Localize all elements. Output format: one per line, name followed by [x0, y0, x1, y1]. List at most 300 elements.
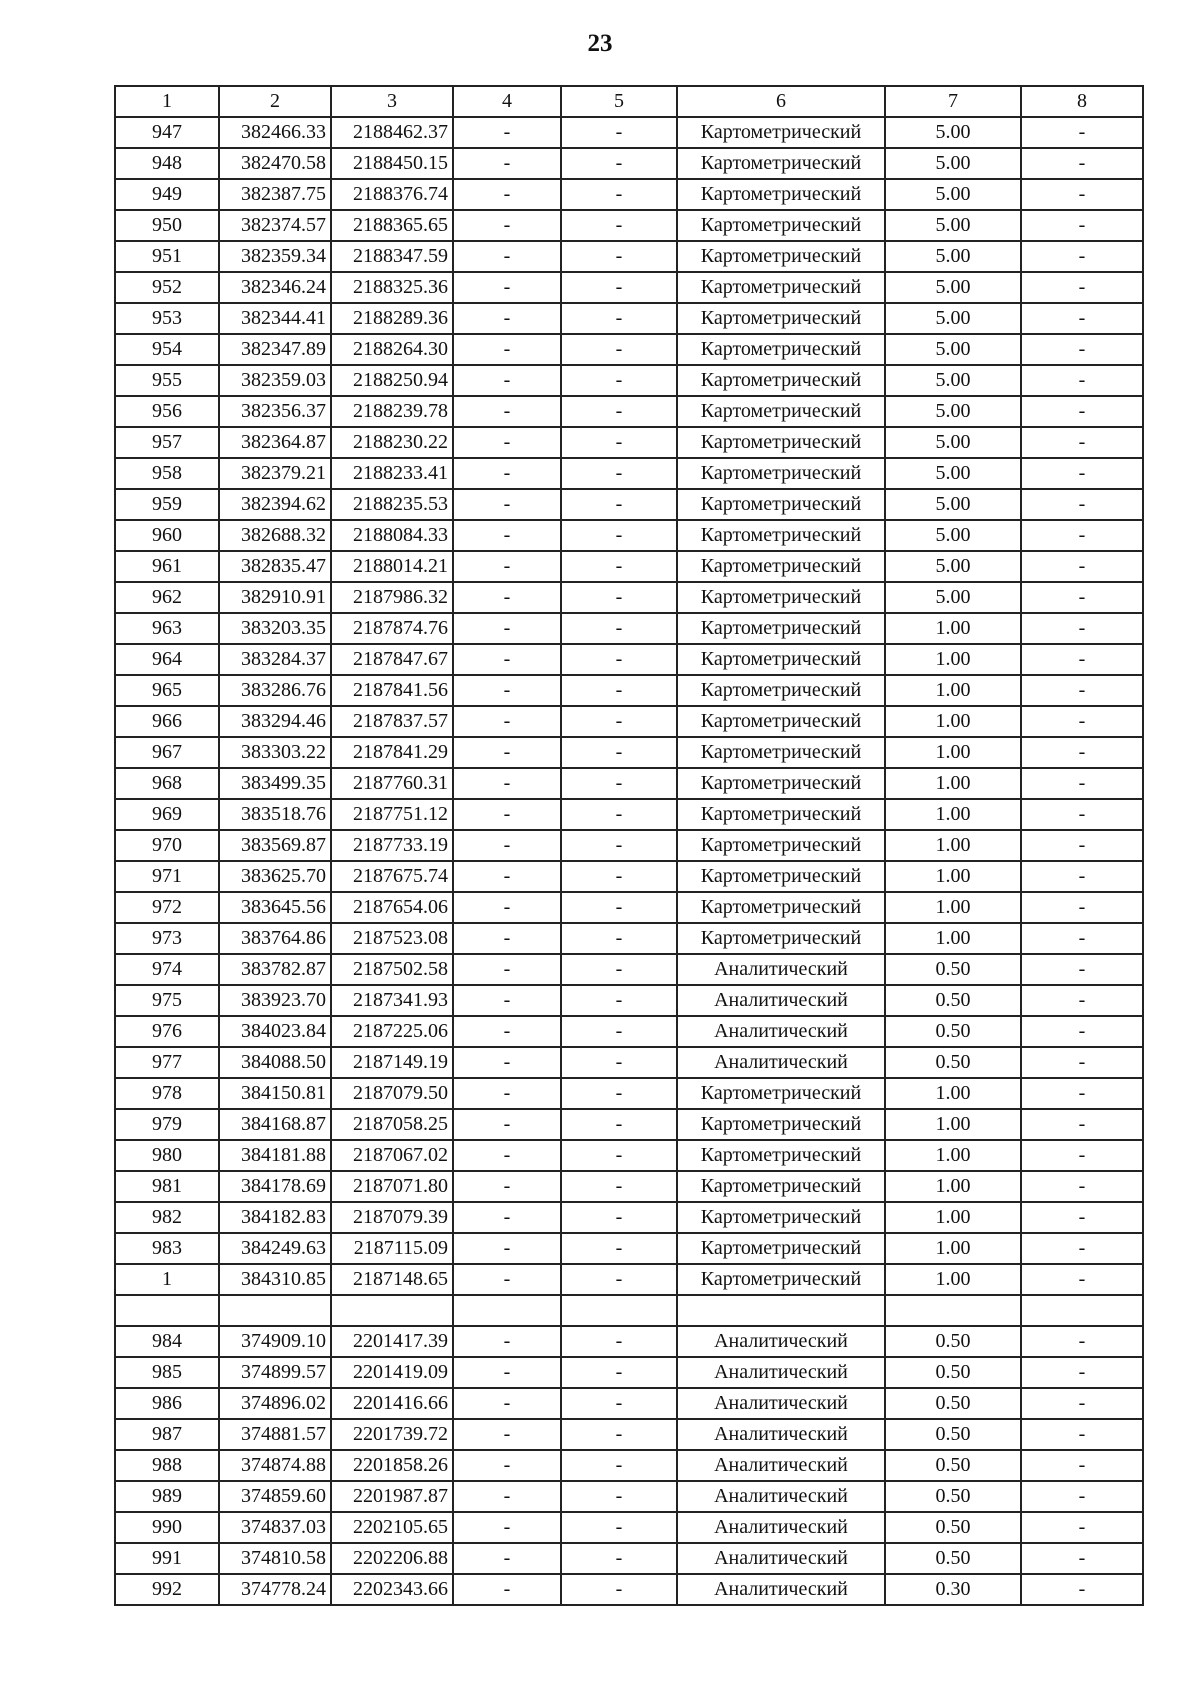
table-row	[115, 706, 1143, 737]
cell-col-5: -	[561, 768, 677, 799]
cell-accuracy: 5.00	[885, 458, 1021, 489]
cell-point-number: 951	[115, 241, 219, 272]
cell-col-5: -	[561, 1450, 677, 1481]
cell-col-4: -	[453, 954, 561, 985]
cell-col-4: -	[453, 148, 561, 179]
column-header-2: 2	[219, 86, 331, 117]
cell-col-4: -	[453, 210, 561, 241]
table-row	[115, 1171, 1143, 1202]
cell-method: Картометрический	[677, 1140, 885, 1171]
cell-col-5: -	[561, 1047, 677, 1078]
cell-method: Картометрический	[677, 396, 885, 427]
cell-x-coordinate: 374881.57	[219, 1419, 331, 1450]
cell-accuracy: 1.00	[885, 613, 1021, 644]
cell-method: Картометрический	[677, 272, 885, 303]
cell-col-4: -	[453, 1543, 561, 1574]
cell-method: Аналитический	[677, 1574, 885, 1605]
cell-col-5: -	[561, 1419, 677, 1450]
cell-col-8: -	[1021, 1171, 1143, 1202]
table-row	[115, 1109, 1143, 1140]
table-row	[115, 458, 1143, 489]
table-row	[115, 582, 1143, 613]
cell-col-5: -	[561, 861, 677, 892]
cell-col-5: -	[561, 1016, 677, 1047]
cell-col-8: -	[1021, 489, 1143, 520]
cell-y-coordinate: 2187079.39	[331, 1202, 453, 1233]
cell-y-coordinate: 2187502.58	[331, 954, 453, 985]
cell-method: Картометрический	[677, 830, 885, 861]
cell-method: Картометрический	[677, 1078, 885, 1109]
cell-col-4: -	[453, 427, 561, 458]
cell-col-4: -	[453, 1264, 561, 1295]
cell-method: Картометрический	[677, 427, 885, 458]
cell-col-8: -	[1021, 954, 1143, 985]
table-row	[115, 799, 1143, 830]
cell-col-5: -	[561, 396, 677, 427]
cell-x-coordinate: 382364.87	[219, 427, 331, 458]
cell-point-number: 983	[115, 1233, 219, 1264]
table-row	[115, 768, 1143, 799]
table-row	[115, 148, 1143, 179]
cell-point-number: 966	[115, 706, 219, 737]
cell-col-5: -	[561, 210, 677, 241]
cell-y-coordinate: 2187071.80	[331, 1171, 453, 1202]
table-row	[115, 644, 1143, 675]
cell-accuracy: 5.00	[885, 396, 1021, 427]
cell-col-8: -	[1021, 1450, 1143, 1481]
cell-col-4	[453, 1295, 561, 1326]
cell-x-coordinate: 382470.58	[219, 148, 331, 179]
cell-method: Картометрический	[677, 179, 885, 210]
cell-col-8: -	[1021, 272, 1143, 303]
cell-y-coordinate: 2188014.21	[331, 551, 453, 582]
cell-col-4: -	[453, 1202, 561, 1233]
cell-method: Аналитический	[677, 954, 885, 985]
cell-x-coordinate: 383782.87	[219, 954, 331, 985]
cell-method: Картометрический	[677, 861, 885, 892]
column-header-5: 5	[561, 86, 677, 117]
cell-x-coordinate: 374874.88	[219, 1450, 331, 1481]
cell-point-number: 986	[115, 1388, 219, 1419]
cell-y-coordinate: 2187837.57	[331, 706, 453, 737]
cell-col-8: -	[1021, 458, 1143, 489]
cell-point-number: 979	[115, 1109, 219, 1140]
cell-col-8: -	[1021, 1078, 1143, 1109]
cell-y-coordinate: 2202105.65	[331, 1512, 453, 1543]
cell-point-number: 977	[115, 1047, 219, 1078]
cell-col-5: -	[561, 582, 677, 613]
table-row	[115, 489, 1143, 520]
cell-x-coordinate: 384181.88	[219, 1140, 331, 1171]
cell-point-number: 956	[115, 396, 219, 427]
cell-accuracy: 0.50	[885, 1047, 1021, 1078]
cell-col-8: -	[1021, 117, 1143, 148]
cell-col-8: -	[1021, 644, 1143, 675]
cell-accuracy: 1.00	[885, 675, 1021, 706]
cell-y-coordinate: 2187654.06	[331, 892, 453, 923]
cell-method: Аналитический	[677, 1481, 885, 1512]
cell-y-coordinate: 2188230.22	[331, 427, 453, 458]
cell-y-coordinate: 2187058.25	[331, 1109, 453, 1140]
cell-point-number: 950	[115, 210, 219, 241]
cell-accuracy: 1.00	[885, 799, 1021, 830]
cell-col-8: -	[1021, 1233, 1143, 1264]
cell-col-5: -	[561, 1512, 677, 1543]
cell-method: Картометрический	[677, 644, 885, 675]
cell-col-8: -	[1021, 551, 1143, 582]
cell-col-5: -	[561, 706, 677, 737]
table-row	[115, 861, 1143, 892]
cell-col-8: -	[1021, 1512, 1143, 1543]
cell-col-4: -	[453, 272, 561, 303]
cell-accuracy: 0.30	[885, 1574, 1021, 1605]
table-row	[115, 1264, 1143, 1295]
cell-accuracy: 1.00	[885, 1078, 1021, 1109]
header-row	[115, 86, 1143, 117]
cell-accuracy: 1.00	[885, 892, 1021, 923]
cell-point-number: 954	[115, 334, 219, 365]
cell-method: Картометрический	[677, 1233, 885, 1264]
table-row	[115, 830, 1143, 861]
cell-accuracy: 1.00	[885, 768, 1021, 799]
table-row	[115, 365, 1143, 396]
cell-point-number: 975	[115, 985, 219, 1016]
cell-method: Картометрический	[677, 768, 885, 799]
cell-x-coordinate: 382356.37	[219, 396, 331, 427]
cell-accuracy: 1.00	[885, 1140, 1021, 1171]
cell-col-8: -	[1021, 241, 1143, 272]
cell-method: Аналитический	[677, 1450, 885, 1481]
table-row	[115, 1326, 1143, 1357]
cell-point-number: 948	[115, 148, 219, 179]
cell-accuracy: 5.00	[885, 427, 1021, 458]
cell-y-coordinate: 2188084.33	[331, 520, 453, 551]
column-header-1: 1	[115, 86, 219, 117]
cell-x-coordinate: 374899.57	[219, 1357, 331, 1388]
cell-col-5: -	[561, 644, 677, 675]
table-row	[115, 954, 1143, 985]
cell-y-coordinate: 2187733.19	[331, 830, 453, 861]
cell-col-8: -	[1021, 210, 1143, 241]
cell-col-5: -	[561, 334, 677, 365]
cell-accuracy: 5.00	[885, 241, 1021, 272]
cell-col-8: -	[1021, 1109, 1143, 1140]
cell-point-number: 988	[115, 1450, 219, 1481]
cell-col-5: -	[561, 427, 677, 458]
cell-x-coordinate: 383294.46	[219, 706, 331, 737]
cell-col-4: -	[453, 303, 561, 334]
cell-accuracy: 5.00	[885, 365, 1021, 396]
cell-method: Картометрический	[677, 489, 885, 520]
cell-col-5: -	[561, 830, 677, 861]
cell-x-coordinate: 382688.32	[219, 520, 331, 551]
cell-accuracy: 1.00	[885, 706, 1021, 737]
cell-x-coordinate: 384310.85	[219, 1264, 331, 1295]
cell-accuracy: 5.00	[885, 272, 1021, 303]
cell-y-coordinate: 2201416.66	[331, 1388, 453, 1419]
cell-col-8: -	[1021, 675, 1143, 706]
cell-y-coordinate: 2187841.56	[331, 675, 453, 706]
cell-col-4: -	[453, 706, 561, 737]
cell-y-coordinate: 2187675.74	[331, 861, 453, 892]
cell-method: Аналитический	[677, 985, 885, 1016]
cell-col-4: -	[453, 334, 561, 365]
column-header-4: 4	[453, 86, 561, 117]
cell-col-4: -	[453, 241, 561, 272]
cell-y-coordinate: 2187148.65	[331, 1264, 453, 1295]
cell-y-coordinate: 2188376.74	[331, 179, 453, 210]
cell-x-coordinate: 383764.86	[219, 923, 331, 954]
cell-point-number: 974	[115, 954, 219, 985]
cell-x-coordinate: 382344.41	[219, 303, 331, 334]
cell-accuracy: 0.50	[885, 1016, 1021, 1047]
cell-accuracy: 1.00	[885, 830, 1021, 861]
cell-col-8: -	[1021, 830, 1143, 861]
cell-col-5: -	[561, 1357, 677, 1388]
cell-col-4: -	[453, 1388, 561, 1419]
cell-col-8: -	[1021, 1140, 1143, 1171]
cell-point-number: 958	[115, 458, 219, 489]
table-row	[115, 1481, 1143, 1512]
cell-col-4: -	[453, 830, 561, 861]
cell-point-number: 955	[115, 365, 219, 396]
cell-x-coordinate: 384150.81	[219, 1078, 331, 1109]
cell-y-coordinate: 2201419.09	[331, 1357, 453, 1388]
cell-col-5: -	[561, 675, 677, 706]
table-row	[115, 613, 1143, 644]
cell-point-number: 947	[115, 117, 219, 148]
cell-method: Картометрический	[677, 1264, 885, 1295]
cell-col-4: -	[453, 1419, 561, 1450]
cell-col-5: -	[561, 1202, 677, 1233]
cell-method: Аналитический	[677, 1047, 885, 1078]
cell-y-coordinate: 2187841.29	[331, 737, 453, 768]
cell-col-5: -	[561, 923, 677, 954]
cell-col-5: -	[561, 303, 677, 334]
table-row	[115, 427, 1143, 458]
table-row	[115, 334, 1143, 365]
cell-col-4: -	[453, 1574, 561, 1605]
cell-method: Картометрический	[677, 365, 885, 396]
cell-y-coordinate: 2188239.78	[331, 396, 453, 427]
cell-x-coordinate: 382387.75	[219, 179, 331, 210]
table-row	[115, 1574, 1143, 1605]
cell-col-5: -	[561, 551, 677, 582]
cell-method: Картометрический	[677, 334, 885, 365]
cell-point-number: 949	[115, 179, 219, 210]
cell-col-8: -	[1021, 1481, 1143, 1512]
table-row	[115, 1047, 1143, 1078]
cell-x-coordinate: 382347.89	[219, 334, 331, 365]
cell-point-number: 961	[115, 551, 219, 582]
cell-y-coordinate: 2201987.87	[331, 1481, 453, 1512]
cell-col-5: -	[561, 458, 677, 489]
cell-accuracy: 5.00	[885, 551, 1021, 582]
cell-accuracy: 0.50	[885, 1419, 1021, 1450]
table-row	[115, 1357, 1143, 1388]
cell-method: Аналитический	[677, 1326, 885, 1357]
cell-accuracy: 5.00	[885, 489, 1021, 520]
cell-method: Картометрический	[677, 706, 885, 737]
cell-x-coordinate: 374810.58	[219, 1543, 331, 1574]
table-row	[115, 1388, 1143, 1419]
cell-point-number: 992	[115, 1574, 219, 1605]
cell-col-4: -	[453, 768, 561, 799]
cell-point-number: 976	[115, 1016, 219, 1047]
table-row	[115, 1512, 1143, 1543]
cell-col-4: -	[453, 489, 561, 520]
table-row	[115, 1078, 1143, 1109]
cell-accuracy: 5.00	[885, 117, 1021, 148]
table-row	[115, 923, 1143, 954]
table-row	[115, 1140, 1143, 1171]
table-body	[115, 117, 1143, 1605]
cell-point-number: 967	[115, 737, 219, 768]
cell-method: Аналитический	[677, 1543, 885, 1574]
cell-col-4: -	[453, 799, 561, 830]
cell-col-8: -	[1021, 179, 1143, 210]
cell-method: Картометрический	[677, 241, 885, 272]
cell-y-coordinate: 2188462.37	[331, 117, 453, 148]
table-row	[115, 396, 1143, 427]
cell-col-4: -	[453, 1326, 561, 1357]
cell-accuracy: 0.50	[885, 954, 1021, 985]
cell-x-coordinate: 383303.22	[219, 737, 331, 768]
cell-col-5: -	[561, 365, 677, 396]
cell-col-5: -	[561, 1140, 677, 1171]
cell-col-4: -	[453, 1233, 561, 1264]
cell-col-4: -	[453, 737, 561, 768]
cell-col-8: -	[1021, 861, 1143, 892]
cell-col-4: -	[453, 582, 561, 613]
table-row	[115, 675, 1143, 706]
cell-y-coordinate: 2188250.94	[331, 365, 453, 396]
table-row	[115, 985, 1143, 1016]
table-row	[115, 241, 1143, 272]
cell-y-coordinate: 2188365.65	[331, 210, 453, 241]
cell-col-4: -	[453, 179, 561, 210]
cell-accuracy: 1.00	[885, 861, 1021, 892]
cell-method: Аналитический	[677, 1357, 885, 1388]
cell-x-coordinate: 382379.21	[219, 458, 331, 489]
cell-y-coordinate: 2187760.31	[331, 768, 453, 799]
page-number: 23	[587, 30, 613, 57]
cell-accuracy: 1.00	[885, 1264, 1021, 1295]
table-row	[115, 551, 1143, 582]
column-header-8: 8	[1021, 86, 1143, 117]
cell-method: Картометрический	[677, 799, 885, 830]
cell-method: Картометрический	[677, 582, 885, 613]
cell-col-8: -	[1021, 1357, 1143, 1388]
cell-col-8: -	[1021, 737, 1143, 768]
cell-col-5: -	[561, 520, 677, 551]
cell-col-4: -	[453, 1047, 561, 1078]
cell-y-coordinate: 2188450.15	[331, 148, 453, 179]
cell-x-coordinate: 382835.47	[219, 551, 331, 582]
cell-x-coordinate: 382910.91	[219, 582, 331, 613]
cell-col-5: -	[561, 241, 677, 272]
cell-col-5: -	[561, 1481, 677, 1512]
cell-y-coordinate: 2187751.12	[331, 799, 453, 830]
cell-point-number: 964	[115, 644, 219, 675]
cell-col-8: -	[1021, 1388, 1143, 1419]
cell-col-5: -	[561, 1233, 677, 1264]
cell-y-coordinate: 2187847.67	[331, 644, 453, 675]
cell-point-number: 970	[115, 830, 219, 861]
cell-y-coordinate: 2201739.72	[331, 1419, 453, 1450]
cell-col-4: -	[453, 644, 561, 675]
cell-point-number: 957	[115, 427, 219, 458]
cell-col-8: -	[1021, 520, 1143, 551]
cell-col-5: -	[561, 489, 677, 520]
cell-point-number: 971	[115, 861, 219, 892]
cell-col-8: -	[1021, 985, 1143, 1016]
cell-y-coordinate: 2187341.93	[331, 985, 453, 1016]
cell-x-coordinate: 383518.76	[219, 799, 331, 830]
cell-col-5: -	[561, 613, 677, 644]
cell-x-coordinate: 382394.62	[219, 489, 331, 520]
cell-x-coordinate: 383284.37	[219, 644, 331, 675]
cell-col-4: -	[453, 861, 561, 892]
cell-x-coordinate	[219, 1295, 331, 1326]
cell-method: Картометрический	[677, 210, 885, 241]
table-row	[115, 303, 1143, 334]
cell-point-number: 960	[115, 520, 219, 551]
cell-method: Картометрический	[677, 1109, 885, 1140]
cell-point-number: 985	[115, 1357, 219, 1388]
cell-method: Картометрический	[677, 613, 885, 644]
table-row	[115, 892, 1143, 923]
table-row	[115, 1419, 1143, 1450]
cell-col-8: -	[1021, 923, 1143, 954]
cell-col-8: -	[1021, 706, 1143, 737]
cell-col-4: -	[453, 1016, 561, 1047]
cell-col-5: -	[561, 1388, 677, 1419]
table-row	[115, 117, 1143, 148]
cell-accuracy: 0.50	[885, 985, 1021, 1016]
cell-x-coordinate: 382359.03	[219, 365, 331, 396]
cell-point-number	[115, 1295, 219, 1326]
cell-accuracy: 0.50	[885, 1512, 1021, 1543]
cell-col-4: -	[453, 365, 561, 396]
cell-col-8: -	[1021, 613, 1143, 644]
cell-accuracy: 0.50	[885, 1357, 1021, 1388]
cell-point-number: 953	[115, 303, 219, 334]
cell-x-coordinate: 383286.76	[219, 675, 331, 706]
cell-x-coordinate: 382346.24	[219, 272, 331, 303]
table-row	[115, 1202, 1143, 1233]
cell-col-8: -	[1021, 148, 1143, 179]
cell-point-number: 982	[115, 1202, 219, 1233]
cell-x-coordinate: 383923.70	[219, 985, 331, 1016]
cell-accuracy: 1.00	[885, 1202, 1021, 1233]
cell-accuracy: 0.50	[885, 1326, 1021, 1357]
cell-accuracy: 1.00	[885, 737, 1021, 768]
cell-y-coordinate: 2188347.59	[331, 241, 453, 272]
cell-accuracy: 1.00	[885, 1233, 1021, 1264]
cell-col-4: -	[453, 1357, 561, 1388]
cell-method: Картометрический	[677, 551, 885, 582]
cell-col-4: -	[453, 396, 561, 427]
cell-y-coordinate: 2202343.66	[331, 1574, 453, 1605]
cell-col-8: -	[1021, 892, 1143, 923]
cell-point-number: 978	[115, 1078, 219, 1109]
cell-method: Аналитический	[677, 1016, 885, 1047]
cell-accuracy: 5.00	[885, 334, 1021, 365]
table-row	[115, 1450, 1143, 1481]
cell-col-8: -	[1021, 582, 1143, 613]
cell-y-coordinate: 2187874.76	[331, 613, 453, 644]
